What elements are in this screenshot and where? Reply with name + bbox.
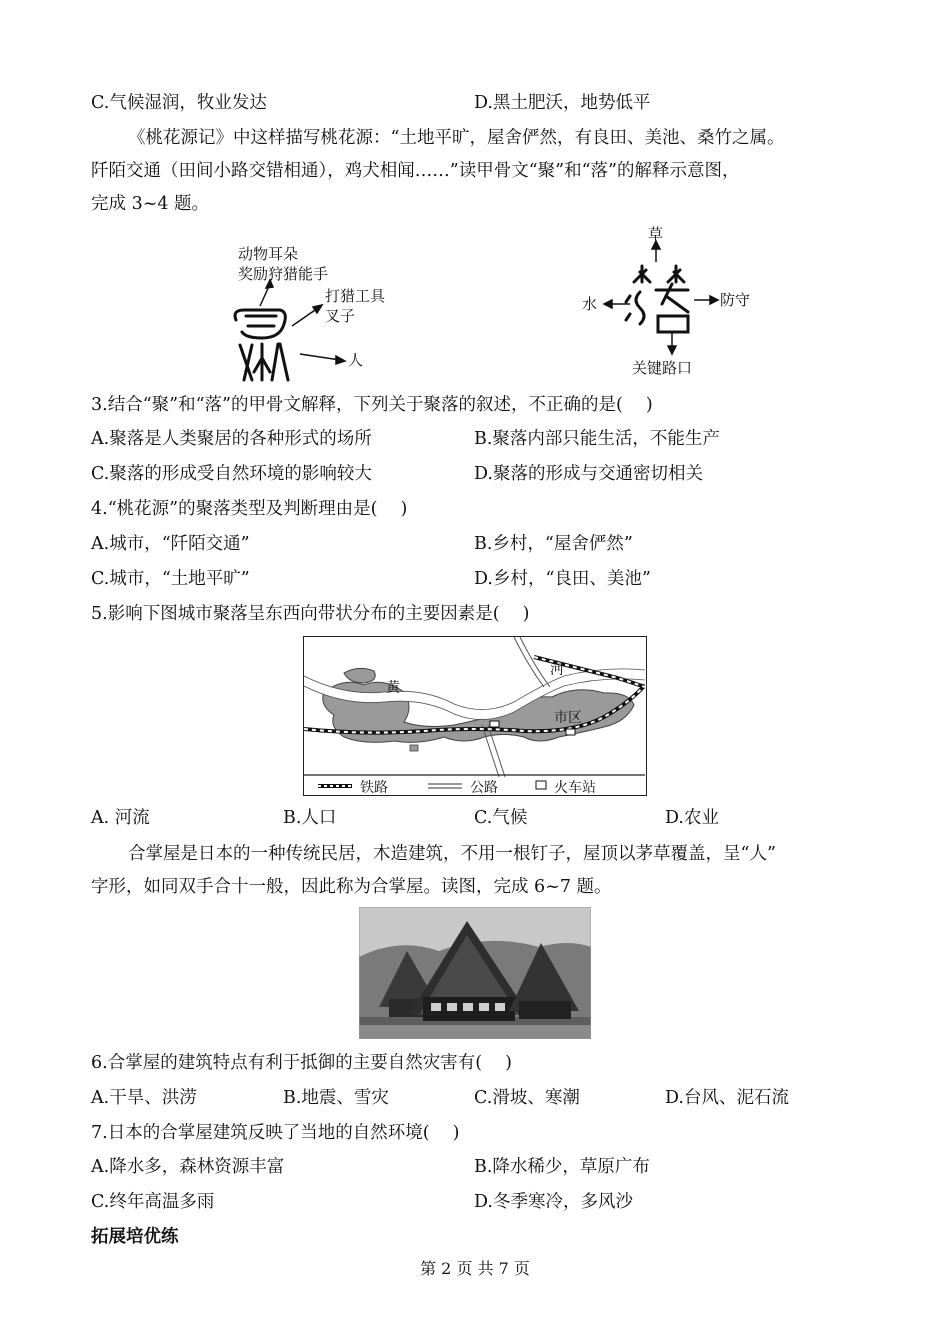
luo-grass-label: 草	[648, 225, 664, 243]
q2-option-c: C.气候湿润，牧业发达	[91, 93, 267, 113]
q7-stem: 7.日本的合掌屋建筑反映了当地的自然环境( )	[91, 1123, 460, 1143]
page-footer: 第 2 页 共 7 页	[420, 1259, 530, 1278]
intro1-line1: 《桃花源记》中这样描写桃花源：“土地平旷，屋舍俨然，有良田、美池、桑竹之属。	[128, 128, 785, 148]
ju-tool-label: 打猎工具	[325, 287, 386, 305]
q4-option-c: C.城市，“土地平旷”	[91, 569, 250, 589]
q3-stem: 3.结合“聚”和“落”的甲骨文解释，下列关于聚落的叙述，不正确的是( )	[91, 395, 653, 415]
q3-option-c: C.聚落的形成受自然环境的影响较大	[91, 464, 372, 484]
city-map	[304, 637, 645, 794]
q4-option-d: D.乡村，“良田、美池”	[474, 569, 651, 589]
q5-option-a: A. 河流	[91, 808, 150, 828]
q3-option-d: D.聚落的形成与交通密切相关	[474, 464, 703, 484]
legend-station-label: 火车站	[554, 780, 596, 796]
ju-fork-label: 叉子	[325, 307, 356, 325]
q4-option-b: B.乡村，“屋舍俨然”	[474, 534, 633, 554]
ju-ear-label: 动物耳朵	[238, 245, 299, 263]
luo-defend-label: 防守	[720, 291, 751, 309]
q4-option-a: A.城市，“阡陌交通”	[91, 534, 250, 554]
q5-stem: 5.影响下图城市聚落呈东西向带状分布的主要因素是( )	[91, 604, 530, 624]
map-river-label-1: 黄	[386, 680, 400, 696]
q6-option-a: A.干旱、洪涝	[91, 1088, 197, 1108]
q2-option-d: D.黑土肥沃，地势低平	[474, 93, 651, 113]
intro1-line3: 完成 3~4 题。	[91, 194, 210, 214]
q3-option-a: A.聚落是人类聚居的各种形式的场所	[91, 429, 372, 449]
q7-option-d: D.冬季寒冷，多风沙	[474, 1192, 633, 1212]
intro1-line2: 阡陌交通（田间小路交错相通），鸡犬相闻……”读甲骨文“聚”和“落”的解释示意图，	[91, 161, 740, 181]
intro2-line2: 字形，如同双手合十一般，因此称为合掌屋。读图，完成 6~7 题。	[91, 877, 612, 897]
legend-road-label: 公路	[470, 780, 498, 796]
section-heading: 拓展培优练	[91, 1227, 179, 1247]
city-map-figure	[303, 636, 647, 796]
ju-person-label: 人	[348, 351, 364, 369]
gassho-house-photo	[359, 907, 591, 1039]
legend-rail-label: 铁路	[360, 780, 388, 796]
luo-road-label: 关键路口	[632, 359, 693, 377]
luo-water-label: 水	[582, 295, 598, 313]
q5-option-c: C.气候	[474, 808, 528, 828]
q6-option-d: D.台风、泥石流	[665, 1088, 789, 1108]
q5-option-b: B.人口	[283, 808, 337, 828]
q4-stem: 4.“桃花源”的聚落类型及判断理由是( )	[91, 499, 408, 519]
q6-option-c: C.滑坡、寒潮	[474, 1088, 580, 1108]
q5-option-d: D.农业	[665, 808, 719, 828]
q7-option-b: B.降水稀少，草原广布	[474, 1157, 650, 1177]
map-river-label-2: 河	[550, 662, 564, 678]
intro2-line1: 合掌屋是日本的一种传统民居，木造建筑，不用一根钉子，屋顶以茅草覆盖，呈“人”	[128, 844, 776, 864]
q3-option-b: B.聚落内部只能生活，不能生产	[474, 429, 720, 449]
q6-option-b: B.地震、雪灾	[283, 1088, 389, 1108]
ju-reward-label: 奖励狩猎能手	[238, 265, 329, 283]
q6-stem: 6.合掌屋的建筑特点有利于抵御的主要自然灾害有( )	[91, 1053, 512, 1073]
q7-option-a: A.降水多，森林资源丰富	[91, 1157, 285, 1177]
q7-option-c: C.终年高温多雨	[91, 1192, 215, 1212]
map-city-label: 市区	[554, 710, 582, 726]
